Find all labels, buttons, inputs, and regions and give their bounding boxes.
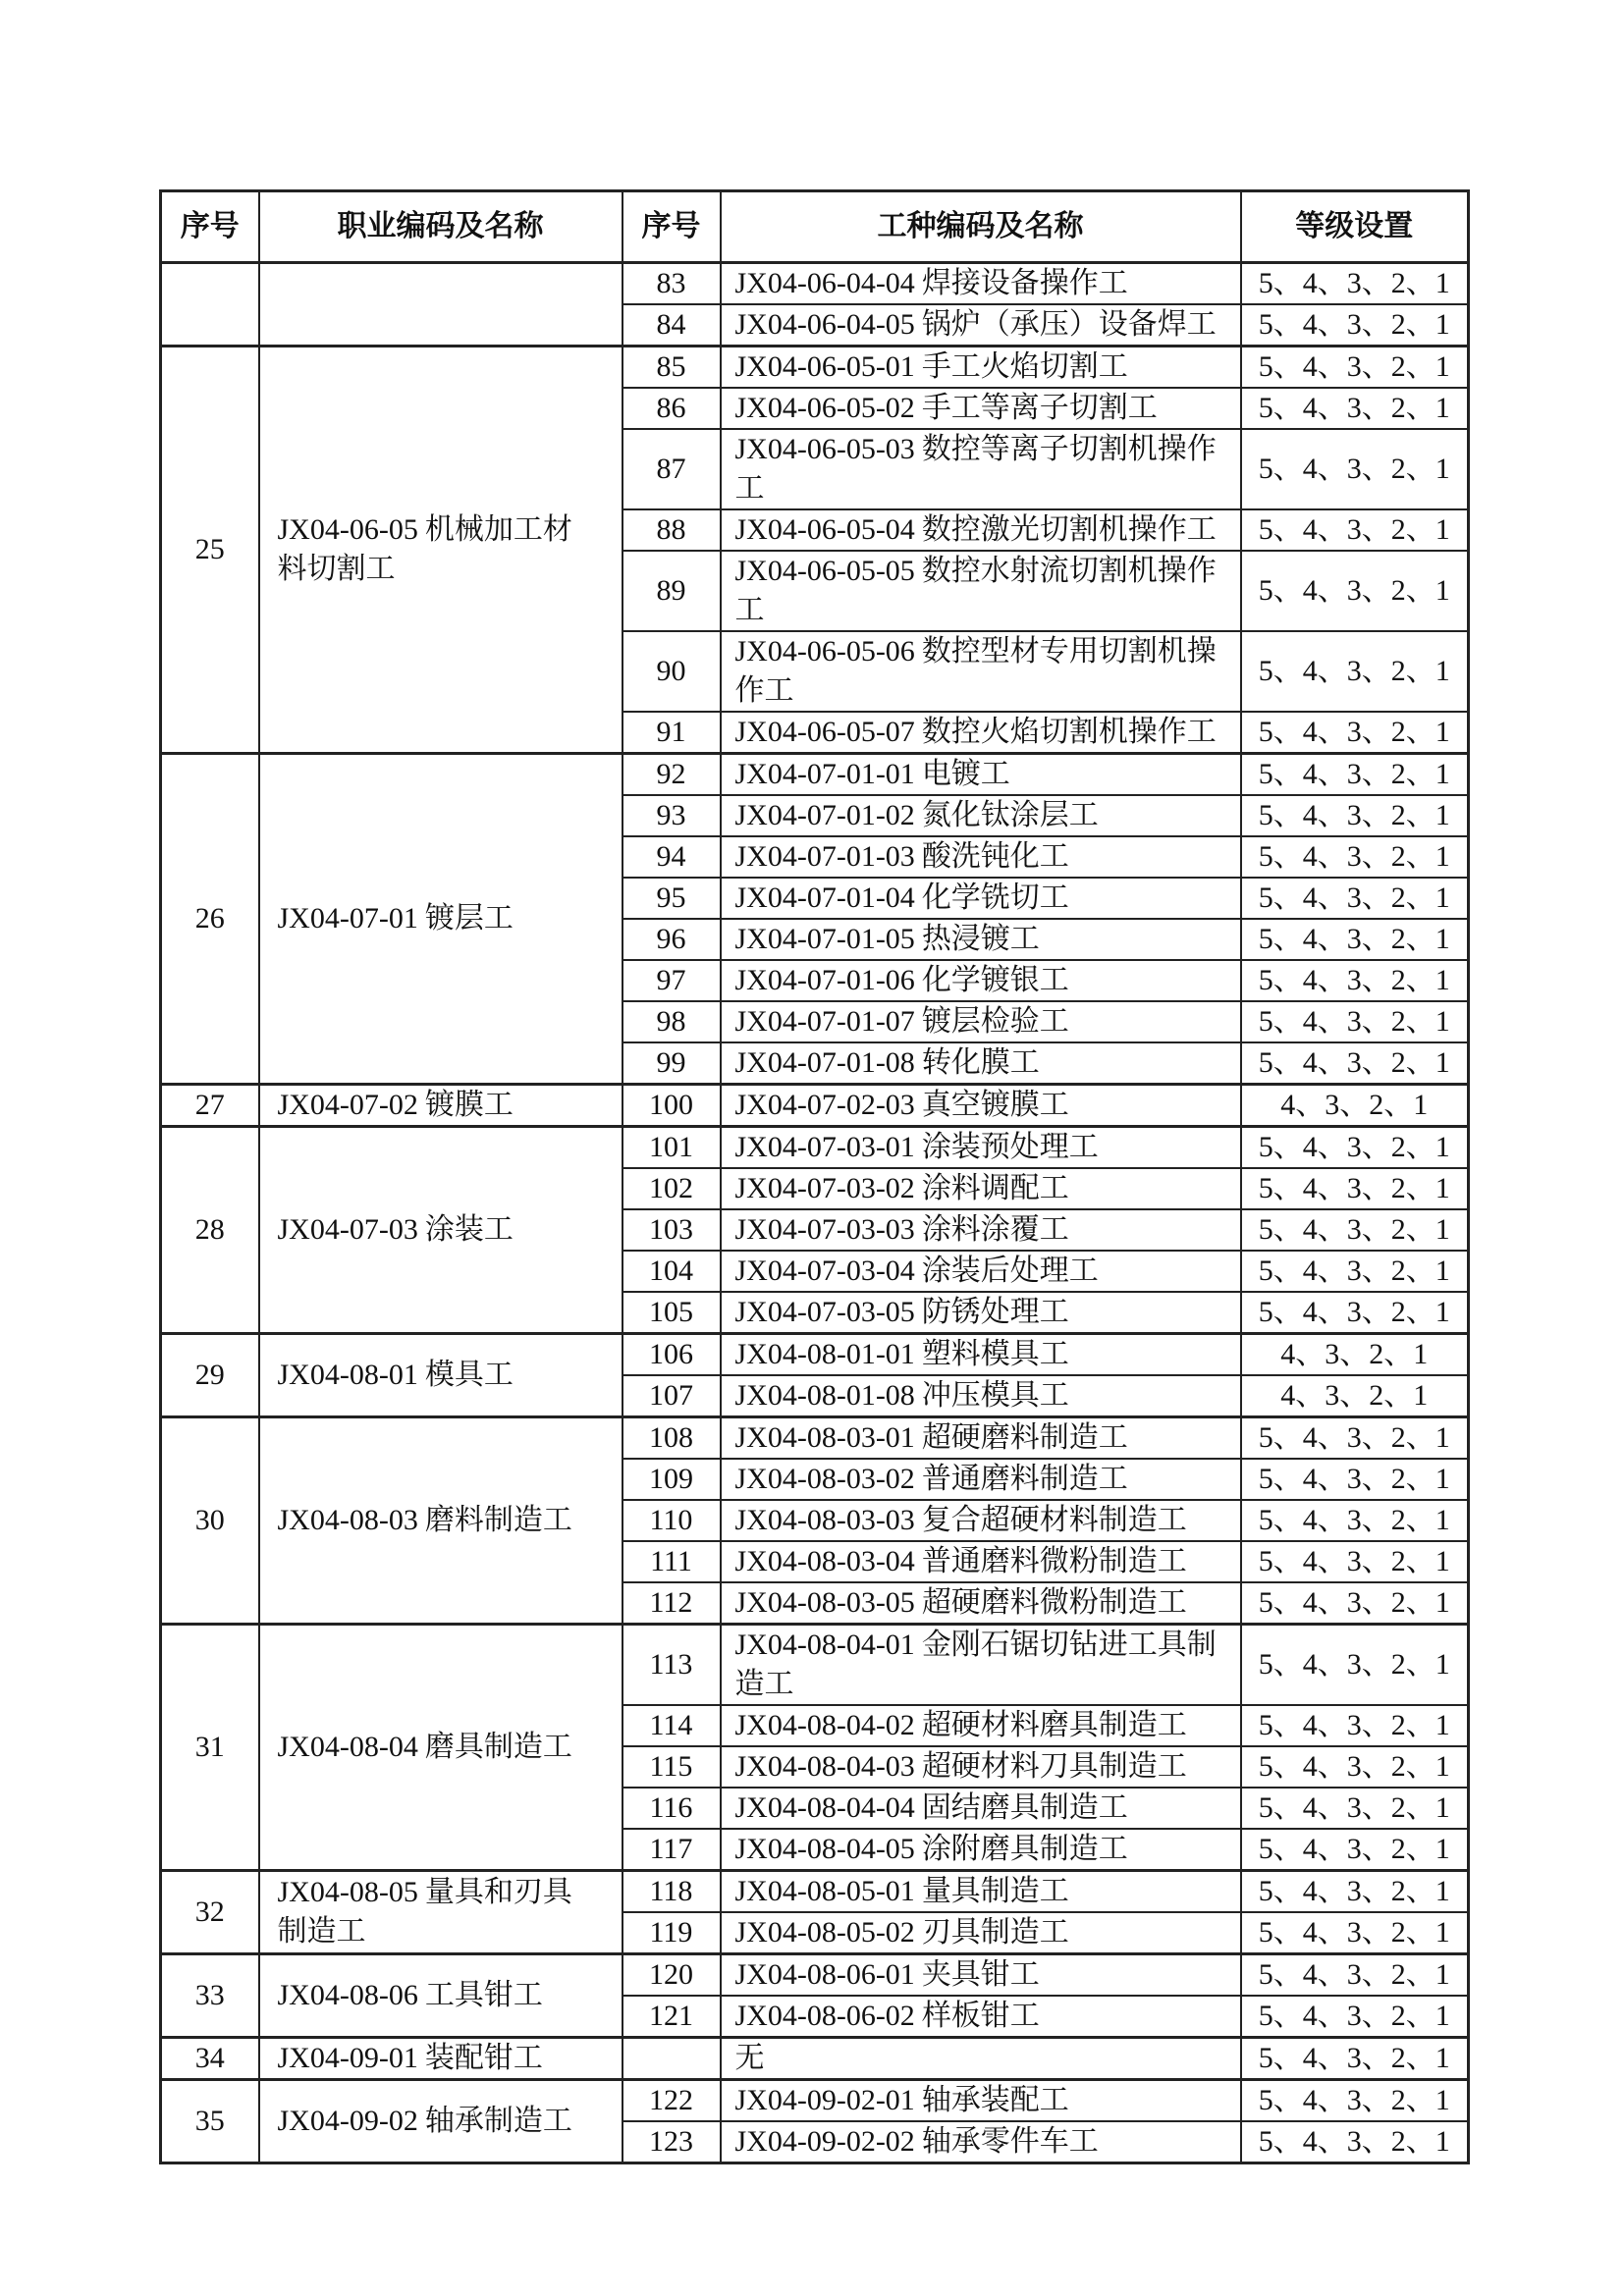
job-code-name-cell	[721, 1001, 1241, 1042]
job-code-name-cell	[721, 712, 1241, 754]
group-serial-cell: 28	[161, 1127, 259, 1334]
levels-cell: 5、4、3、2、1	[1241, 1788, 1469, 1829]
job-code: JX04-09-02-01	[734, 2084, 915, 2116]
levels-cell: 5、4、3、2、1	[1241, 1625, 1469, 1706]
occupation-code: JX04-07-02	[277, 1089, 418, 1121]
levels-cell: 5、4、3、2、1	[1241, 2080, 1469, 2122]
occupation-code: JX04-08-01	[277, 1359, 418, 1391]
header-row	[161, 191, 1469, 263]
group-occupation-cell	[259, 2080, 623, 2163]
job-name: 氮化钛涂层工	[921, 799, 1099, 831]
job-code: JX04-08-05-02	[734, 1916, 915, 1949]
job-code-name-cell	[721, 878, 1241, 919]
job-name: 酸洗钝化工	[921, 840, 1069, 873]
job-serial-cell: 103	[623, 1209, 721, 1251]
job-name: 超硬磨料制造工	[921, 1421, 1128, 1454]
levels-cell: 5、4、3、2、1	[1241, 1996, 1469, 2038]
job-serial-cell: 86	[623, 388, 721, 429]
job-code-name-cell	[721, 1500, 1241, 1541]
job-code: JX04-08-04-03	[734, 1750, 915, 1783]
header-levels: 等级设置	[1241, 191, 1469, 263]
job-code: JX04-07-03-02	[734, 1172, 915, 1204]
levels-cell: 5、4、3、2、1	[1241, 304, 1469, 347]
job-serial-cell: 102	[623, 1168, 721, 1209]
job-serial-cell: 93	[623, 795, 721, 836]
job-code-name-cell	[721, 1541, 1241, 1582]
job-code: JX04-08-03-01	[734, 1421, 915, 1454]
job-code: JX04-07-01-02	[734, 799, 915, 831]
job-name: 涂装后处理工	[921, 1255, 1099, 1287]
job-name: 镀层检验工	[921, 1005, 1069, 1038]
job-row	[161, 2080, 1469, 2122]
job-serial-cell: 110	[623, 1500, 721, 1541]
job-serial-cell	[623, 2038, 721, 2080]
job-code: JX04-06-05-05	[734, 555, 915, 587]
job-serial-cell: 105	[623, 1292, 721, 1334]
levels-cell: 4、3、2、1	[1241, 1334, 1469, 1376]
occupation-codes-table	[159, 189, 1470, 2164]
levels-cell: 5、4、3、2、1	[1241, 754, 1469, 796]
job-row	[161, 1127, 1469, 1169]
job-code-name-cell	[721, 1912, 1241, 1954]
occupation-name: 磨具制造工	[424, 1731, 572, 1763]
levels-cell: 5、4、3、2、1	[1241, 1954, 1469, 1997]
levels-cell: 5、4、3、2、1	[1241, 1292, 1469, 1334]
job-code: JX04-08-03-03	[734, 1504, 915, 1536]
job-name: 超硬材料磨具制造工	[921, 1709, 1187, 1741]
occupation-name: 工具钳工	[424, 1979, 543, 2011]
group-serial-cell: 35	[161, 2080, 259, 2163]
job-serial-cell: 117	[623, 1829, 721, 1871]
levels-cell: 5、4、3、2、1	[1241, 1251, 1469, 1292]
job-name: 普通磨料微粉制造工	[921, 1545, 1187, 1577]
job-code-name-cell	[721, 795, 1241, 836]
job-code-name-cell	[721, 631, 1241, 712]
occupation-code: JX04-06-05	[277, 513, 418, 546]
job-code: JX04-07-01-04	[734, 881, 915, 914]
job-code-name-cell	[721, 1209, 1241, 1251]
job-serial-cell: 99	[623, 1042, 721, 1085]
group-occupation-cell	[259, 2038, 623, 2080]
job-name: 冲压模具工	[921, 1379, 1069, 1412]
job-row	[161, 263, 1469, 305]
job-name: 焊接设备操作工	[921, 267, 1128, 299]
group-serial-cell: 34	[161, 2038, 259, 2080]
job-name: 塑料模具工	[921, 1338, 1069, 1370]
job-serial-cell: 106	[623, 1334, 721, 1376]
job-serial-cell: 113	[623, 1625, 721, 1706]
group-serial-cell: 33	[161, 1954, 259, 2038]
job-name: 夹具钳工	[921, 1958, 1040, 1991]
group-serial-cell	[161, 263, 259, 347]
levels-cell: 5、4、3、2、1	[1241, 388, 1469, 429]
job-code-name-cell	[721, 304, 1241, 347]
job-name: 样板钳工	[921, 2000, 1040, 2032]
levels-cell: 5、4、3、2、1	[1241, 919, 1469, 960]
job-name: 涂附磨具制造工	[921, 1833, 1128, 1865]
job-code: JX04-06-05-06	[734, 635, 915, 667]
job-serial-cell: 95	[623, 878, 721, 919]
job-serial-cell: 118	[623, 1871, 721, 1913]
levels-cell: 5、4、3、2、1	[1241, 1829, 1469, 1871]
job-code: JX04-07-01-08	[734, 1046, 915, 1079]
levels-cell: 5、4、3、2、1	[1241, 551, 1469, 631]
job-code-name-cell	[721, 509, 1241, 551]
group-occupation-cell	[259, 1871, 623, 1954]
job-code: JX04-07-01-06	[734, 964, 915, 996]
job-serial-cell: 114	[623, 1705, 721, 1746]
job-serial-cell: 88	[623, 509, 721, 551]
occupation-code: JX04-08-06	[277, 1979, 418, 2011]
job-code: JX04-07-02-03	[734, 1089, 915, 1121]
job-row	[161, 1417, 1469, 1460]
occupation-name: 模具工	[424, 1359, 514, 1391]
levels-cell: 5、4、3、2、1	[1241, 836, 1469, 878]
job-code-name-cell	[721, 754, 1241, 796]
job-code: JX04-07-03-01	[734, 1131, 915, 1163]
job-code: JX04-06-04-05	[734, 308, 915, 341]
job-serial-cell: 123	[623, 2121, 721, 2163]
job-serial-cell: 119	[623, 1912, 721, 1954]
levels-cell: 5、4、3、2、1	[1241, 1871, 1469, 1913]
occupation-code: JX04-08-04	[277, 1731, 418, 1763]
job-name: 超硬磨料微粉制造工	[921, 1586, 1187, 1619]
occupation-name: 轴承制造工	[424, 2105, 572, 2137]
job-name: 热浸镀工	[921, 923, 1040, 955]
job-serial-cell: 104	[623, 1251, 721, 1292]
job-code: JX04-08-06-01	[734, 1958, 915, 1991]
group-occupation-cell	[259, 1085, 623, 1127]
job-name: 数控等离子切割机操作工	[734, 433, 1217, 505]
job-name: 复合超硬材料制造工	[921, 1504, 1187, 1536]
job-code: JX04-07-01-05	[734, 923, 915, 955]
levels-cell: 5、4、3、2、1	[1241, 878, 1469, 919]
job-name: 固结磨具制造工	[921, 1791, 1128, 1824]
job-code: JX04-08-04-04	[734, 1791, 915, 1824]
job-code: JX04-07-03-04	[734, 1255, 915, 1287]
job-name: 转化膜工	[921, 1046, 1040, 1079]
group-serial-cell: 27	[161, 1085, 259, 1127]
job-code: JX04-08-01-08	[734, 1379, 915, 1412]
job-code-name-cell	[721, 1996, 1241, 2038]
job-code-name-cell	[721, 2038, 1241, 2080]
job-serial-cell: 112	[623, 1582, 721, 1625]
job-code-name-cell	[721, 1705, 1241, 1746]
group-occupation-cell	[259, 1417, 623, 1625]
job-name: 涂料涂覆工	[921, 1213, 1069, 1246]
job-code-name-cell	[721, 263, 1241, 305]
job-code: JX04-07-03-03	[734, 1213, 915, 1246]
job-name: 电镀工	[921, 758, 1010, 790]
job-code: JX04-08-03-02	[734, 1463, 915, 1495]
job-code-name-cell	[721, 1042, 1241, 1085]
job-serial-cell: 120	[623, 1954, 721, 1997]
job-row	[161, 1954, 1469, 1997]
job-name: 量具制造工	[921, 1875, 1069, 1907]
occupation-code: JX04-08-05	[277, 1876, 418, 1908]
group-serial-cell: 31	[161, 1625, 259, 1871]
job-code-name-cell	[721, 1251, 1241, 1292]
occupation-name: 镀膜工	[424, 1089, 514, 1121]
occupation-code: JX04-07-03	[277, 1213, 418, 1246]
job-code: JX04-08-04-02	[734, 1709, 915, 1741]
job-code: JX04-06-05-03	[734, 433, 915, 465]
job-code: JX04-08-05-01	[734, 1875, 915, 1907]
job-row	[161, 347, 1469, 389]
job-code-name-cell	[721, 347, 1241, 389]
levels-cell: 5、4、3、2、1	[1241, 2121, 1469, 2163]
job-serial-cell: 115	[623, 1746, 721, 1788]
group-occupation-cell	[259, 1127, 623, 1334]
occupation-code: JX04-09-01	[277, 2042, 418, 2074]
job-code-name-cell	[721, 836, 1241, 878]
job-name: 刃具制造工	[921, 1916, 1069, 1949]
job-name: 涂料调配工	[921, 1172, 1069, 1204]
group-occupation-cell	[259, 347, 623, 754]
occupation-name: 磨料制造工	[424, 1504, 572, 1536]
levels-cell: 5、4、3、2、1	[1241, 1417, 1469, 1460]
job-code: JX04-08-06-02	[734, 2000, 915, 2032]
job-code: JX04-07-01-01	[734, 758, 915, 790]
job-code: JX04-08-03-05	[734, 1586, 915, 1619]
levels-cell: 4、3、2、1	[1241, 1375, 1469, 1417]
job-serial-cell: 97	[623, 960, 721, 1001]
job-name: 数控激光切割机操作工	[921, 513, 1217, 546]
job-code-name-cell	[721, 1085, 1241, 1127]
occupation-code: JX04-09-02	[277, 2105, 418, 2137]
levels-cell: 5、4、3、2、1	[1241, 795, 1469, 836]
job-code-name-cell	[721, 1625, 1241, 1706]
job-name: 手工火焰切割工	[921, 350, 1128, 383]
job-row	[161, 1334, 1469, 1376]
job-name: 轴承零件车工	[921, 2125, 1099, 2158]
job-code: JX04-08-01-01	[734, 1338, 915, 1370]
group-serial-cell: 29	[161, 1334, 259, 1417]
job-row	[161, 1085, 1469, 1127]
job-code-name-cell	[721, 919, 1241, 960]
job-name: 金刚石锯切钻进工具制造工	[734, 1629, 1217, 1700]
job-serial-cell: 90	[623, 631, 721, 712]
job-code: JX04-07-01-03	[734, 840, 915, 873]
occupation-name: 镀层工	[424, 902, 514, 934]
job-code-name-cell	[721, 1829, 1241, 1871]
group-serial-cell: 30	[161, 1417, 259, 1625]
job-serial-cell: 111	[623, 1541, 721, 1582]
job-name: 防锈处理工	[921, 1296, 1069, 1328]
job-serial-cell: 85	[623, 347, 721, 389]
job-name: 超硬材料刀具制造工	[921, 1750, 1187, 1783]
job-serial-cell: 100	[623, 1085, 721, 1127]
group-occupation-cell	[259, 1625, 623, 1871]
levels-cell: 5、4、3、2、1	[1241, 1705, 1469, 1746]
job-serial-cell: 121	[623, 1996, 721, 2038]
job-row	[161, 1625, 1469, 1706]
levels-cell: 5、4、3、2、1	[1241, 1042, 1469, 1085]
job-name: 涂装预处理工	[921, 1131, 1099, 1163]
levels-cell: 5、4、3、2、1	[1241, 1912, 1469, 1954]
levels-cell: 5、4、3、2、1	[1241, 1459, 1469, 1500]
job-code: JX04-06-04-04	[734, 267, 915, 299]
job-serial-cell: 96	[623, 919, 721, 960]
job-code-name-cell	[721, 1375, 1241, 1417]
job-code-name-cell	[721, 1746, 1241, 1788]
job-code-name-cell	[721, 388, 1241, 429]
levels-cell: 5、4、3、2、1	[1241, 712, 1469, 754]
job-code-name-cell	[721, 1582, 1241, 1625]
job-code-name-cell	[721, 1292, 1241, 1334]
job-name: 手工等离子切割工	[921, 392, 1158, 424]
job-name: 数控火焰切割机操作工	[921, 716, 1217, 748]
job-code-name-cell	[721, 1334, 1241, 1376]
job-code: JX04-07-03-05	[734, 1296, 915, 1328]
levels-cell: 5、4、3、2、1	[1241, 1541, 1469, 1582]
job-name: 轴承装配工	[921, 2084, 1069, 2116]
job-code: JX04-06-05-02	[734, 392, 915, 424]
levels-cell: 5、4、3、2、1	[1241, 1500, 1469, 1541]
levels-cell: 5、4、3、2、1	[1241, 960, 1469, 1001]
job-code: JX04-09-02-02	[734, 2125, 915, 2158]
job-code-name-cell	[721, 1788, 1241, 1829]
job-code: JX04-08-04-01	[734, 1629, 915, 1661]
job-code-name-cell	[721, 1954, 1241, 1997]
group-serial-cell: 25	[161, 347, 259, 754]
header-serial-right: 序号	[623, 191, 721, 263]
levels-cell: 5、4、3、2、1	[1241, 1209, 1469, 1251]
job-serial-cell: 84	[623, 304, 721, 347]
job-serial-cell: 122	[623, 2080, 721, 2122]
job-code-name-cell	[721, 1871, 1241, 1913]
job-serial-cell: 94	[623, 836, 721, 878]
job-code-name-cell	[721, 2121, 1241, 2163]
job-code-name-cell	[721, 1417, 1241, 1460]
header-jobtype: 工种编码及名称	[721, 191, 1241, 263]
group-occupation-cell	[259, 1954, 623, 2038]
levels-cell: 4、3、2、1	[1241, 1085, 1469, 1127]
job-code-name-cell	[721, 1459, 1241, 1500]
occupation-code: JX04-07-01	[277, 902, 418, 934]
job-row	[161, 2038, 1469, 2080]
job-serial-cell: 116	[623, 1788, 721, 1829]
job-serial-cell: 87	[623, 429, 721, 509]
levels-cell: 5、4、3、2、1	[1241, 263, 1469, 305]
job-name: 真空镀膜工	[921, 1089, 1069, 1121]
job-serial-cell: 101	[623, 1127, 721, 1169]
job-code-name-cell	[721, 429, 1241, 509]
levels-cell: 5、4、3、2、1	[1241, 1746, 1469, 1788]
job-serial-cell: 89	[623, 551, 721, 631]
job-code: JX04-06-05-04	[734, 513, 915, 546]
levels-cell: 5、4、3、2、1	[1241, 631, 1469, 712]
job-name: 普通磨料制造工	[921, 1463, 1128, 1495]
job-name: 无	[734, 2042, 765, 2074]
job-code: JX04-08-04-05	[734, 1833, 915, 1865]
job-serial-cell: 98	[623, 1001, 721, 1042]
job-name: 锅炉（承压）设备焊工	[921, 308, 1217, 341]
occupation-name: 量具和刃具制造工	[277, 1876, 572, 1948]
job-name: 化学铣切工	[921, 881, 1069, 914]
job-code: JX04-07-01-07	[734, 1005, 915, 1038]
levels-cell: 5、4、3、2、1	[1241, 2038, 1469, 2080]
job-code-name-cell	[721, 1168, 1241, 1209]
job-name: 数控型材专用切割机操作工	[734, 635, 1217, 707]
job-code: JX04-06-05-07	[734, 716, 915, 748]
levels-cell: 5、4、3、2、1	[1241, 1582, 1469, 1625]
levels-cell: 5、4、3、2、1	[1241, 509, 1469, 551]
levels-cell: 5、4、3、2、1	[1241, 1168, 1469, 1209]
job-serial-cell: 107	[623, 1375, 721, 1417]
levels-cell: 5、4、3、2、1	[1241, 347, 1469, 389]
job-code: JX04-08-03-04	[734, 1545, 915, 1577]
occupation-name: 装配钳工	[424, 2042, 543, 2074]
levels-cell: 5、4、3、2、1	[1241, 1127, 1469, 1169]
job-row	[161, 1871, 1469, 1913]
header-occupation: 职业编码及名称	[259, 191, 623, 263]
job-code-name-cell	[721, 1127, 1241, 1169]
job-serial-cell: 91	[623, 712, 721, 754]
group-occupation-cell	[259, 754, 623, 1085]
job-serial-cell: 92	[623, 754, 721, 796]
occupation-name: 涂装工	[424, 1213, 514, 1246]
job-serial-cell: 109	[623, 1459, 721, 1500]
job-row	[161, 754, 1469, 796]
group-occupation-cell	[259, 1334, 623, 1417]
occupation-name: 机械加工材料切割工	[277, 513, 572, 585]
job-code-name-cell	[721, 551, 1241, 631]
levels-cell: 5、4、3、2、1	[1241, 1001, 1469, 1042]
occupation-code: JX04-08-03	[277, 1504, 418, 1536]
job-name: 数控水射流切割机操作工	[734, 555, 1217, 626]
job-code-name-cell	[721, 2080, 1241, 2122]
group-serial-cell: 32	[161, 1871, 259, 1954]
group-occupation-cell	[259, 263, 623, 347]
group-serial-cell: 26	[161, 754, 259, 1085]
job-serial-cell: 83	[623, 263, 721, 305]
levels-cell: 5、4、3、2、1	[1241, 429, 1469, 509]
job-code-name-cell	[721, 960, 1241, 1001]
job-serial-cell: 108	[623, 1417, 721, 1460]
header-serial-left: 序号	[161, 191, 259, 263]
job-code: JX04-06-05-01	[734, 350, 915, 383]
job-name: 化学镀银工	[921, 964, 1069, 996]
